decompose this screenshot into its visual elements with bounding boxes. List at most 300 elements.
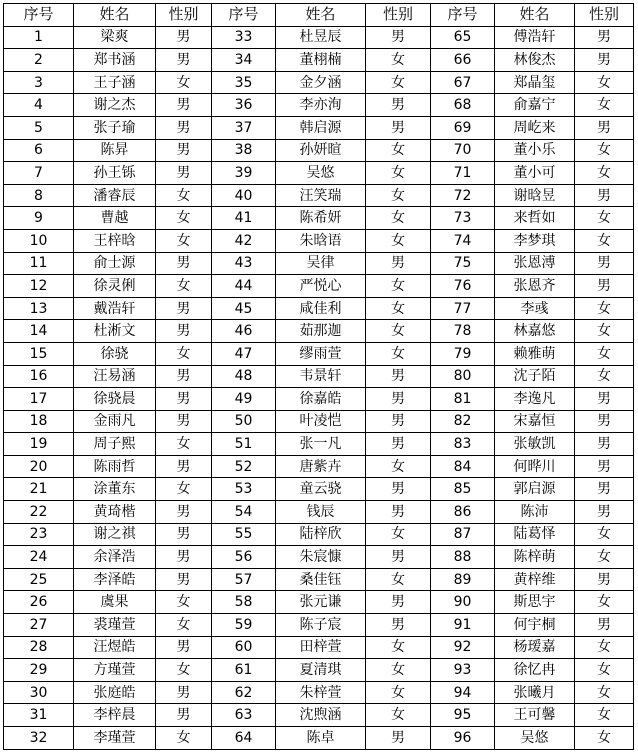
number-cell: 64 xyxy=(212,727,276,750)
name-cell: 陈子宸 xyxy=(276,614,366,637)
number-cell: 50 xyxy=(212,410,276,433)
gender-cell: 男 xyxy=(366,116,431,139)
gender-cell: 男 xyxy=(366,546,431,569)
name-cell: 吴律 xyxy=(276,252,366,275)
gender-cell: 男 xyxy=(366,252,431,275)
gender-cell: 女 xyxy=(366,71,431,94)
name-cell: 沈煦涵 xyxy=(276,704,366,727)
number-cell: 52 xyxy=(212,455,276,478)
name-cell: 朱梓萱 xyxy=(276,681,366,704)
gender-cell: 女 xyxy=(366,342,431,365)
name-cell: 黄梓维 xyxy=(495,568,575,591)
name-cell: 郭启源 xyxy=(495,478,575,501)
gender-cell: 女 xyxy=(366,523,431,546)
gender-cell: 女 xyxy=(366,49,431,72)
name-cell: 李亦洵 xyxy=(276,94,366,117)
number-cell: 41 xyxy=(212,207,276,230)
number-cell: 27 xyxy=(4,614,74,637)
number-cell: 45 xyxy=(212,297,276,320)
name-cell: 徐灵俐 xyxy=(74,275,156,298)
number-cell: 16 xyxy=(4,365,74,388)
name-cell: 谢晗昱 xyxy=(495,184,575,207)
name-cell: 田梓萱 xyxy=(276,636,366,659)
number-cell: 29 xyxy=(4,659,74,682)
number-cell: 36 xyxy=(212,94,276,117)
gender-cell: 女 xyxy=(156,433,212,456)
gender-cell: 男 xyxy=(156,704,212,727)
number-cell: 85 xyxy=(431,478,495,501)
gender-cell: 女 xyxy=(575,659,634,682)
number-cell: 80 xyxy=(431,365,495,388)
number-cell: 48 xyxy=(212,365,276,388)
table-row xyxy=(4,614,634,637)
number-cell: 51 xyxy=(212,433,276,456)
gender-cell: 女 xyxy=(575,229,634,252)
name-cell: 方瑾萱 xyxy=(74,659,156,682)
gender-cell: 男 xyxy=(156,388,212,411)
name-cell: 缪雨萱 xyxy=(276,342,366,365)
gender-cell: 女 xyxy=(575,591,634,614)
number-cell: 47 xyxy=(212,342,276,365)
name-cell: 梁爽 xyxy=(74,26,156,49)
gender-cell: 女 xyxy=(575,636,634,659)
name-cell: 陆葛怿 xyxy=(495,523,575,546)
table-row xyxy=(4,275,634,298)
name-cell: 谢之祺 xyxy=(74,523,156,546)
number-cell: 57 xyxy=(212,568,276,591)
gender-cell: 女 xyxy=(366,207,431,230)
name-cell: 李瑾萱 xyxy=(74,727,156,750)
gender-cell: 女 xyxy=(575,94,634,117)
name-cell: 裘瑾萱 xyxy=(74,614,156,637)
gender-cell: 男 xyxy=(366,410,431,433)
name-cell: 林俊杰 xyxy=(495,49,575,72)
name-cell: 陈雨哲 xyxy=(74,455,156,478)
number-cell: 89 xyxy=(431,568,495,591)
table-row xyxy=(4,139,634,162)
number-cell: 82 xyxy=(431,410,495,433)
name-cell: 金雨凡 xyxy=(74,410,156,433)
gender-cell: 女 xyxy=(575,681,634,704)
name-cell: 汪煜皓 xyxy=(74,636,156,659)
number-cell: 4 xyxy=(4,94,74,117)
gender-cell: 女 xyxy=(366,704,431,727)
header-row xyxy=(4,4,634,27)
number-cell: 68 xyxy=(431,94,495,117)
name-cell: 咸佳利 xyxy=(276,297,366,320)
name-cell: 桑佳钰 xyxy=(276,568,366,591)
table-row xyxy=(4,365,634,388)
number-cell: 94 xyxy=(431,681,495,704)
gender-cell: 女 xyxy=(575,523,634,546)
table-row xyxy=(4,681,634,704)
name-cell: 张子瑜 xyxy=(74,116,156,139)
number-cell: 34 xyxy=(212,49,276,72)
table-row xyxy=(4,26,634,49)
name-cell: 黄琦楷 xyxy=(74,501,156,524)
number-cell: 37 xyxy=(212,116,276,139)
name-cell: 王梓晗 xyxy=(74,229,156,252)
gender-cell: 女 xyxy=(575,727,634,750)
name-cell: 陈希妍 xyxy=(276,207,366,230)
gender-cell: 女 xyxy=(366,636,431,659)
gender-cell: 女 xyxy=(366,229,431,252)
gender-cell: 男 xyxy=(575,388,634,411)
number-cell: 33 xyxy=(212,26,276,49)
number-cell: 90 xyxy=(431,591,495,614)
table-row xyxy=(4,116,634,139)
name-cell: 张元谦 xyxy=(276,591,366,614)
number-cell: 61 xyxy=(212,659,276,682)
gender-cell: 男 xyxy=(156,252,212,275)
gender-cell: 女 xyxy=(156,207,212,230)
table-row xyxy=(4,478,634,501)
number-cell: 2 xyxy=(4,49,74,72)
gender-cell: 女 xyxy=(156,478,212,501)
number-cell: 39 xyxy=(212,162,276,185)
table-row xyxy=(4,591,634,614)
number-cell: 66 xyxy=(431,49,495,72)
gender-cell: 女 xyxy=(156,229,212,252)
name-cell: 周屹来 xyxy=(495,116,575,139)
number-cell: 58 xyxy=(212,591,276,614)
number-cell: 15 xyxy=(4,342,74,365)
name-cell: 涂董东 xyxy=(74,478,156,501)
gender-cell: 男 xyxy=(366,478,431,501)
gender-cell: 男 xyxy=(575,568,634,591)
name-cell: 虞果 xyxy=(74,591,156,614)
number-cell: 6 xyxy=(4,139,74,162)
table-row xyxy=(4,320,634,343)
table-row xyxy=(4,523,634,546)
name-cell: 来哲如 xyxy=(495,207,575,230)
number-cell: 60 xyxy=(212,636,276,659)
name-cell: 钱辰 xyxy=(276,501,366,524)
name-cell: 叶凌恺 xyxy=(276,410,366,433)
number-cell: 67 xyxy=(431,71,495,94)
table-row xyxy=(4,94,634,117)
number-cell: 72 xyxy=(431,184,495,207)
gender-cell: 男 xyxy=(156,455,212,478)
gender-cell: 女 xyxy=(575,162,634,185)
name-cell: 张一凡 xyxy=(276,433,366,456)
number-cell: 81 xyxy=(431,388,495,411)
number-cell: 74 xyxy=(431,229,495,252)
name-cell: 孙妍暄 xyxy=(276,139,366,162)
number-cell: 78 xyxy=(431,320,495,343)
name-cell: 斯思宇 xyxy=(495,591,575,614)
name-cell: 金夕涵 xyxy=(276,71,366,94)
gender-cell: 男 xyxy=(366,591,431,614)
name-cell: 董小可 xyxy=(495,162,575,185)
number-cell: 93 xyxy=(431,659,495,682)
number-cell: 18 xyxy=(4,410,74,433)
gender-cell: 男 xyxy=(156,410,212,433)
header-gender-2: 性别 xyxy=(366,4,431,27)
name-cell: 唐紫卉 xyxy=(276,455,366,478)
number-cell: 21 xyxy=(4,478,74,501)
gender-cell: 男 xyxy=(575,410,634,433)
number-cell: 19 xyxy=(4,433,74,456)
name-cell: 童云骁 xyxy=(276,478,366,501)
gender-cell: 女 xyxy=(156,71,212,94)
name-cell: 杨瑷嘉 xyxy=(495,636,575,659)
number-cell: 25 xyxy=(4,568,74,591)
name-cell: 潘睿辰 xyxy=(74,184,156,207)
gender-cell: 男 xyxy=(575,614,634,637)
table-row xyxy=(4,410,634,433)
number-cell: 13 xyxy=(4,297,74,320)
name-cell: 沈子陌 xyxy=(495,365,575,388)
name-cell: 郑书涵 xyxy=(74,49,156,72)
number-cell: 76 xyxy=(431,275,495,298)
number-cell: 63 xyxy=(212,704,276,727)
number-cell: 28 xyxy=(4,636,74,659)
table-row xyxy=(4,229,634,252)
gender-cell: 男 xyxy=(156,139,212,162)
header-name-2: 姓名 xyxy=(276,4,366,27)
name-cell: 何宇桐 xyxy=(495,614,575,637)
number-cell: 11 xyxy=(4,252,74,275)
name-cell: 韦景轩 xyxy=(276,365,366,388)
number-cell: 56 xyxy=(212,546,276,569)
table-row xyxy=(4,49,634,72)
gender-cell: 男 xyxy=(366,614,431,637)
name-cell: 赖雅萌 xyxy=(495,342,575,365)
gender-cell: 男 xyxy=(156,681,212,704)
name-cell: 王可馨 xyxy=(495,704,575,727)
number-cell: 32 xyxy=(4,727,74,750)
name-cell: 孙王铄 xyxy=(74,162,156,185)
table-row xyxy=(4,162,634,185)
gender-cell: 女 xyxy=(366,568,431,591)
number-cell: 88 xyxy=(431,546,495,569)
number-cell: 62 xyxy=(212,681,276,704)
number-cell: 30 xyxy=(4,681,74,704)
gender-cell: 女 xyxy=(366,162,431,185)
name-cell: 郑晶玺 xyxy=(495,71,575,94)
name-cell: 徐嘉皓 xyxy=(276,388,366,411)
name-cell: 王子涵 xyxy=(74,71,156,94)
gender-cell: 女 xyxy=(575,546,634,569)
name-cell: 张庭皓 xyxy=(74,681,156,704)
gender-cell: 男 xyxy=(366,433,431,456)
name-cell: 董栩楠 xyxy=(276,49,366,72)
table-row xyxy=(4,704,634,727)
number-cell: 12 xyxy=(4,275,74,298)
number-cell: 40 xyxy=(212,184,276,207)
number-cell: 59 xyxy=(212,614,276,637)
number-cell: 96 xyxy=(431,727,495,750)
number-cell: 1 xyxy=(4,26,74,49)
table-row xyxy=(4,433,634,456)
gender-cell: 女 xyxy=(575,365,634,388)
name-cell: 吴悠 xyxy=(495,727,575,750)
number-cell: 46 xyxy=(212,320,276,343)
name-cell: 何晔川 xyxy=(495,455,575,478)
number-cell: 95 xyxy=(431,704,495,727)
name-cell: 陈沛 xyxy=(495,501,575,524)
gender-cell: 女 xyxy=(575,207,634,230)
gender-cell: 女 xyxy=(366,681,431,704)
header-name-1: 姓名 xyxy=(74,4,156,27)
name-cell: 戴浩轩 xyxy=(74,297,156,320)
number-cell: 69 xyxy=(431,116,495,139)
gender-cell: 女 xyxy=(575,320,634,343)
number-cell: 43 xyxy=(212,252,276,275)
number-cell: 35 xyxy=(212,71,276,94)
name-cell: 张敏凯 xyxy=(495,433,575,456)
gender-cell: 女 xyxy=(366,455,431,478)
number-cell: 49 xyxy=(212,388,276,411)
gender-cell: 男 xyxy=(575,26,634,49)
name-cell: 朱晗语 xyxy=(276,229,366,252)
gender-cell: 男 xyxy=(156,162,212,185)
gender-cell: 男 xyxy=(575,49,634,72)
name-cell: 俞嘉宁 xyxy=(495,94,575,117)
gender-cell: 男 xyxy=(156,297,212,320)
number-cell: 79 xyxy=(431,342,495,365)
header-name-3: 姓名 xyxy=(495,4,575,27)
gender-cell: 男 xyxy=(156,546,212,569)
name-cell: 杜淅文 xyxy=(74,320,156,343)
name-cell: 张恩齐 xyxy=(495,275,575,298)
name-cell: 陈梓萌 xyxy=(495,546,575,569)
number-cell: 3 xyxy=(4,71,74,94)
name-cell: 林嘉悠 xyxy=(495,320,575,343)
gender-cell: 女 xyxy=(366,320,431,343)
name-cell: 陆梓欣 xyxy=(276,523,366,546)
number-cell: 77 xyxy=(431,297,495,320)
name-cell: 宋嘉恒 xyxy=(495,410,575,433)
number-cell: 53 xyxy=(212,478,276,501)
number-cell: 84 xyxy=(431,455,495,478)
number-cell: 91 xyxy=(431,614,495,637)
gender-cell: 男 xyxy=(575,455,634,478)
number-cell: 75 xyxy=(431,252,495,275)
gender-cell: 女 xyxy=(575,71,634,94)
gender-cell: 女 xyxy=(156,275,212,298)
gender-cell: 女 xyxy=(156,727,212,750)
number-cell: 38 xyxy=(212,139,276,162)
table-row xyxy=(4,184,634,207)
number-cell: 55 xyxy=(212,523,276,546)
gender-cell: 男 xyxy=(575,478,634,501)
name-cell: 徐骁 xyxy=(74,342,156,365)
gender-cell: 女 xyxy=(156,659,212,682)
gender-cell: 女 xyxy=(366,184,431,207)
gender-cell: 男 xyxy=(575,433,634,456)
name-cell: 陈昇 xyxy=(74,139,156,162)
gender-cell: 男 xyxy=(156,116,212,139)
table-row xyxy=(4,501,634,524)
number-cell: 24 xyxy=(4,546,74,569)
gender-cell: 男 xyxy=(156,568,212,591)
header-number-3: 序号 xyxy=(431,4,495,27)
name-cell: 茹那迦 xyxy=(276,320,366,343)
number-cell: 14 xyxy=(4,320,74,343)
name-cell: 徐忆冉 xyxy=(495,659,575,682)
gender-cell: 男 xyxy=(366,727,431,750)
table-row xyxy=(4,388,634,411)
name-cell: 韩启源 xyxy=(276,116,366,139)
number-cell: 26 xyxy=(4,591,74,614)
gender-cell: 女 xyxy=(156,342,212,365)
number-cell: 20 xyxy=(4,455,74,478)
student-roster-table xyxy=(3,3,634,750)
gender-cell: 男 xyxy=(156,523,212,546)
number-cell: 71 xyxy=(431,162,495,185)
roster-body xyxy=(4,26,634,749)
table-row xyxy=(4,727,634,750)
name-cell: 李梓晨 xyxy=(74,704,156,727)
table-row xyxy=(4,568,634,591)
name-cell: 夏清琪 xyxy=(276,659,366,682)
gender-cell: 男 xyxy=(575,501,634,524)
number-cell: 9 xyxy=(4,207,74,230)
name-cell: 曹越 xyxy=(74,207,156,230)
gender-cell: 女 xyxy=(156,614,212,637)
name-cell: 汪笑瑞 xyxy=(276,184,366,207)
name-cell: 李泽皓 xyxy=(74,568,156,591)
number-cell: 17 xyxy=(4,388,74,411)
name-cell: 俞士源 xyxy=(74,252,156,275)
name-cell: 朱宸慷 xyxy=(276,546,366,569)
header-number-2: 序号 xyxy=(212,4,276,27)
gender-cell: 男 xyxy=(575,184,634,207)
name-cell: 吴悠 xyxy=(276,162,366,185)
gender-cell: 女 xyxy=(575,139,634,162)
table-row xyxy=(4,71,634,94)
number-cell: 65 xyxy=(431,26,495,49)
number-cell: 70 xyxy=(431,139,495,162)
number-cell: 73 xyxy=(431,207,495,230)
gender-cell: 女 xyxy=(366,275,431,298)
gender-cell: 男 xyxy=(156,636,212,659)
number-cell: 22 xyxy=(4,501,74,524)
gender-cell: 女 xyxy=(366,659,431,682)
gender-cell: 男 xyxy=(366,501,431,524)
name-cell: 杜昱辰 xyxy=(276,26,366,49)
gender-cell: 女 xyxy=(575,297,634,320)
name-cell: 余泽浩 xyxy=(74,546,156,569)
name-cell: 谢之杰 xyxy=(74,94,156,117)
gender-cell: 男 xyxy=(575,275,634,298)
table-row xyxy=(4,342,634,365)
gender-cell: 男 xyxy=(156,365,212,388)
name-cell: 董小乐 xyxy=(495,139,575,162)
name-cell: 李彧 xyxy=(495,297,575,320)
table-row xyxy=(4,546,634,569)
name-cell: 傅浩轩 xyxy=(495,26,575,49)
header-gender-3: 性别 xyxy=(575,4,634,27)
gender-cell: 女 xyxy=(575,342,634,365)
gender-cell: 男 xyxy=(575,116,634,139)
name-cell: 周子熙 xyxy=(74,433,156,456)
number-cell: 54 xyxy=(212,501,276,524)
name-cell: 张曦月 xyxy=(495,681,575,704)
name-cell: 徐骁晨 xyxy=(74,388,156,411)
table-row xyxy=(4,207,634,230)
name-cell: 李逸凡 xyxy=(495,388,575,411)
number-cell: 8 xyxy=(4,184,74,207)
name-cell: 李梦琪 xyxy=(495,229,575,252)
gender-cell: 女 xyxy=(156,184,212,207)
number-cell: 23 xyxy=(4,523,74,546)
gender-cell: 女 xyxy=(366,139,431,162)
table-row xyxy=(4,297,634,320)
number-cell: 86 xyxy=(431,501,495,524)
